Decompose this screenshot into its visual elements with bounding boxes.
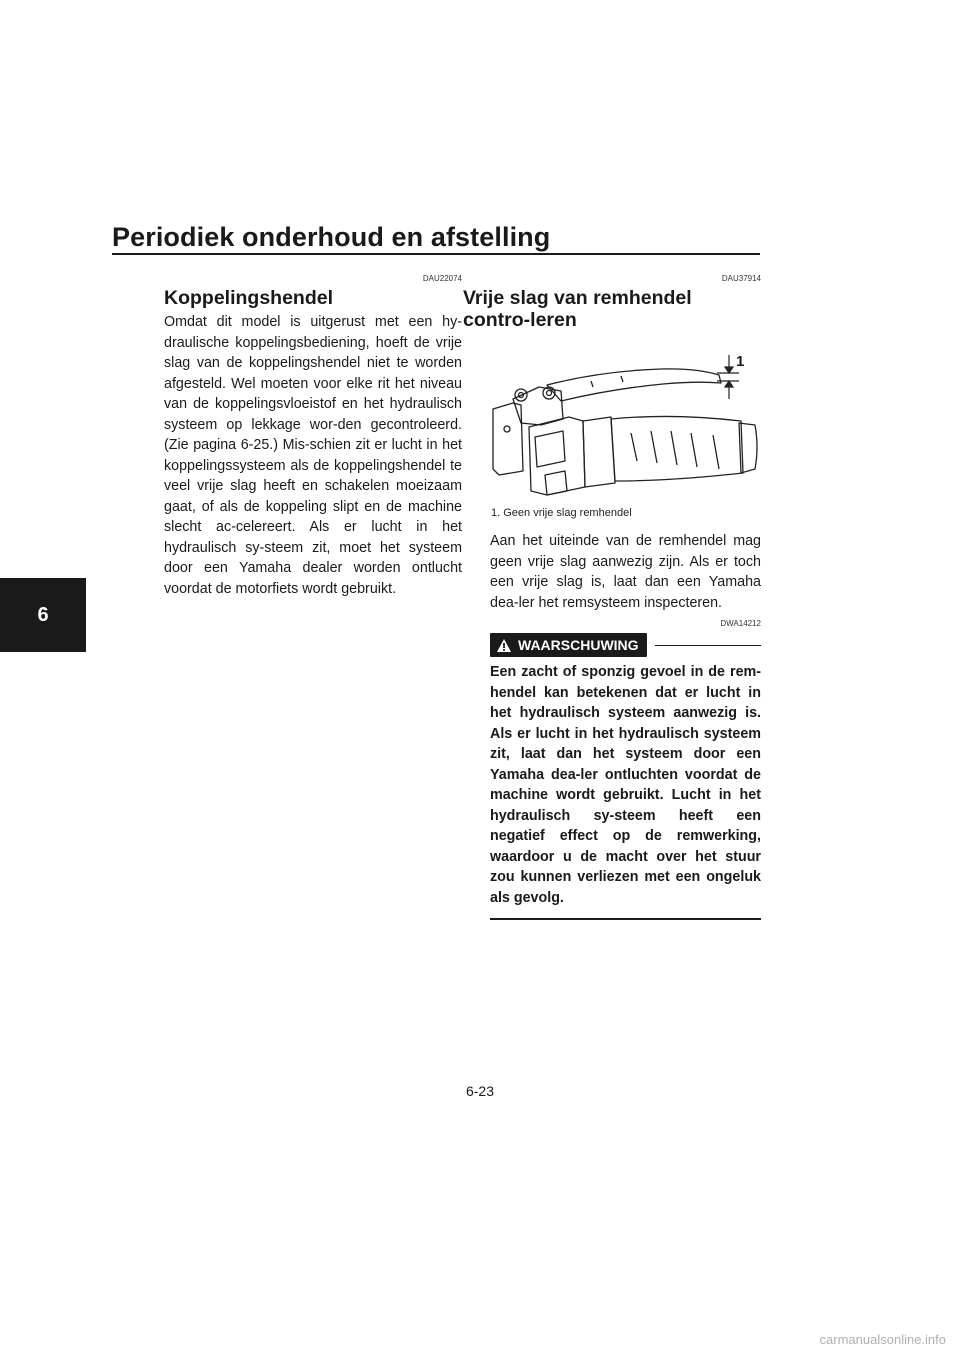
warning-code: DWA14212	[720, 619, 761, 628]
section-heading-clutch-lever: Koppelingshendel	[164, 287, 334, 309]
section-code: DAU37914	[721, 274, 761, 283]
left-column	[164, 274, 462, 599]
section-code: DAU22074	[422, 274, 462, 283]
brake-lever-figure	[491, 351, 761, 501]
warning-text: Een zacht of sponzig gevoel in de rem-hendel kan betekenen dat er lucht in het hydraulisch systeem aanwezig is. Als er lucht in het hydraulisch systeem zit, laat dan het systeem door een Yamaha dea-ler ontluchten voordat de machine wordt gebruikt. Lucht in het hydraulisch sy-steem heeft een negatief effect op de remwerking, waardoor u de macht over het stuur zou kunnen verliezen met een ongeluk als gevolg.	[490, 664, 761, 906]
warning-badge	[490, 633, 647, 657]
figure-callout-number: 1	[736, 353, 745, 370]
warning-header-rule	[655, 645, 761, 646]
warning-label: WAARSCHUWING	[518, 637, 639, 653]
warning-bottom-rule	[490, 918, 761, 920]
brake-lever-body: Aan het uiteinde van de remhendel mag geen vrije slag aanwezig zijn. Als er toch een vrije slag is, laat dan een Yamaha dea-ler het remsysteem inspecteren.	[490, 533, 761, 611]
right-column	[463, 274, 761, 920]
watermark: carmanualsonline.info	[819, 1332, 946, 1347]
header-rule	[112, 253, 760, 255]
warning-header	[490, 633, 761, 657]
chapter-tab: 6	[0, 578, 86, 652]
brake-lever-illustration	[491, 351, 761, 501]
page-title: Periodiek onderhoud en afstelling	[112, 222, 551, 252]
page-number: 6-23	[465, 1083, 495, 1099]
figure-caption: 1. Geen vrije slag remhendel	[491, 507, 632, 519]
section-heading-brake-lever: Vrije slag van remhendel contro-leren	[463, 287, 692, 331]
warning-triangle-icon	[496, 638, 512, 653]
clutch-lever-body: Omdat dit model is uitgerust met een hy-draulische koppelingsbediening, hoeft de vrije slag van de koppelingshendel niet te worden afgesteld. Wel moeten voor elke rit het niveau van de koppelingsvloeistof en het hydraulisch systeem op lekkage wor-den gecontroleerd. (Zie pagina 6-25.) Mis-schien zit er lucht in het koppelingssysteem als de koppelingshendel te veel vrije slag heeft en schakelen moeizaam gaat, of als de koppeling slipt en de machine slecht ac-celereert. Als er lucht in het hydraulisch sy-steem zit, moet het systeem door een Yamaha dealer worden ontlucht voordat de motorfiets wordt gebruikt.	[164, 314, 462, 597]
warning-block	[463, 619, 761, 920]
